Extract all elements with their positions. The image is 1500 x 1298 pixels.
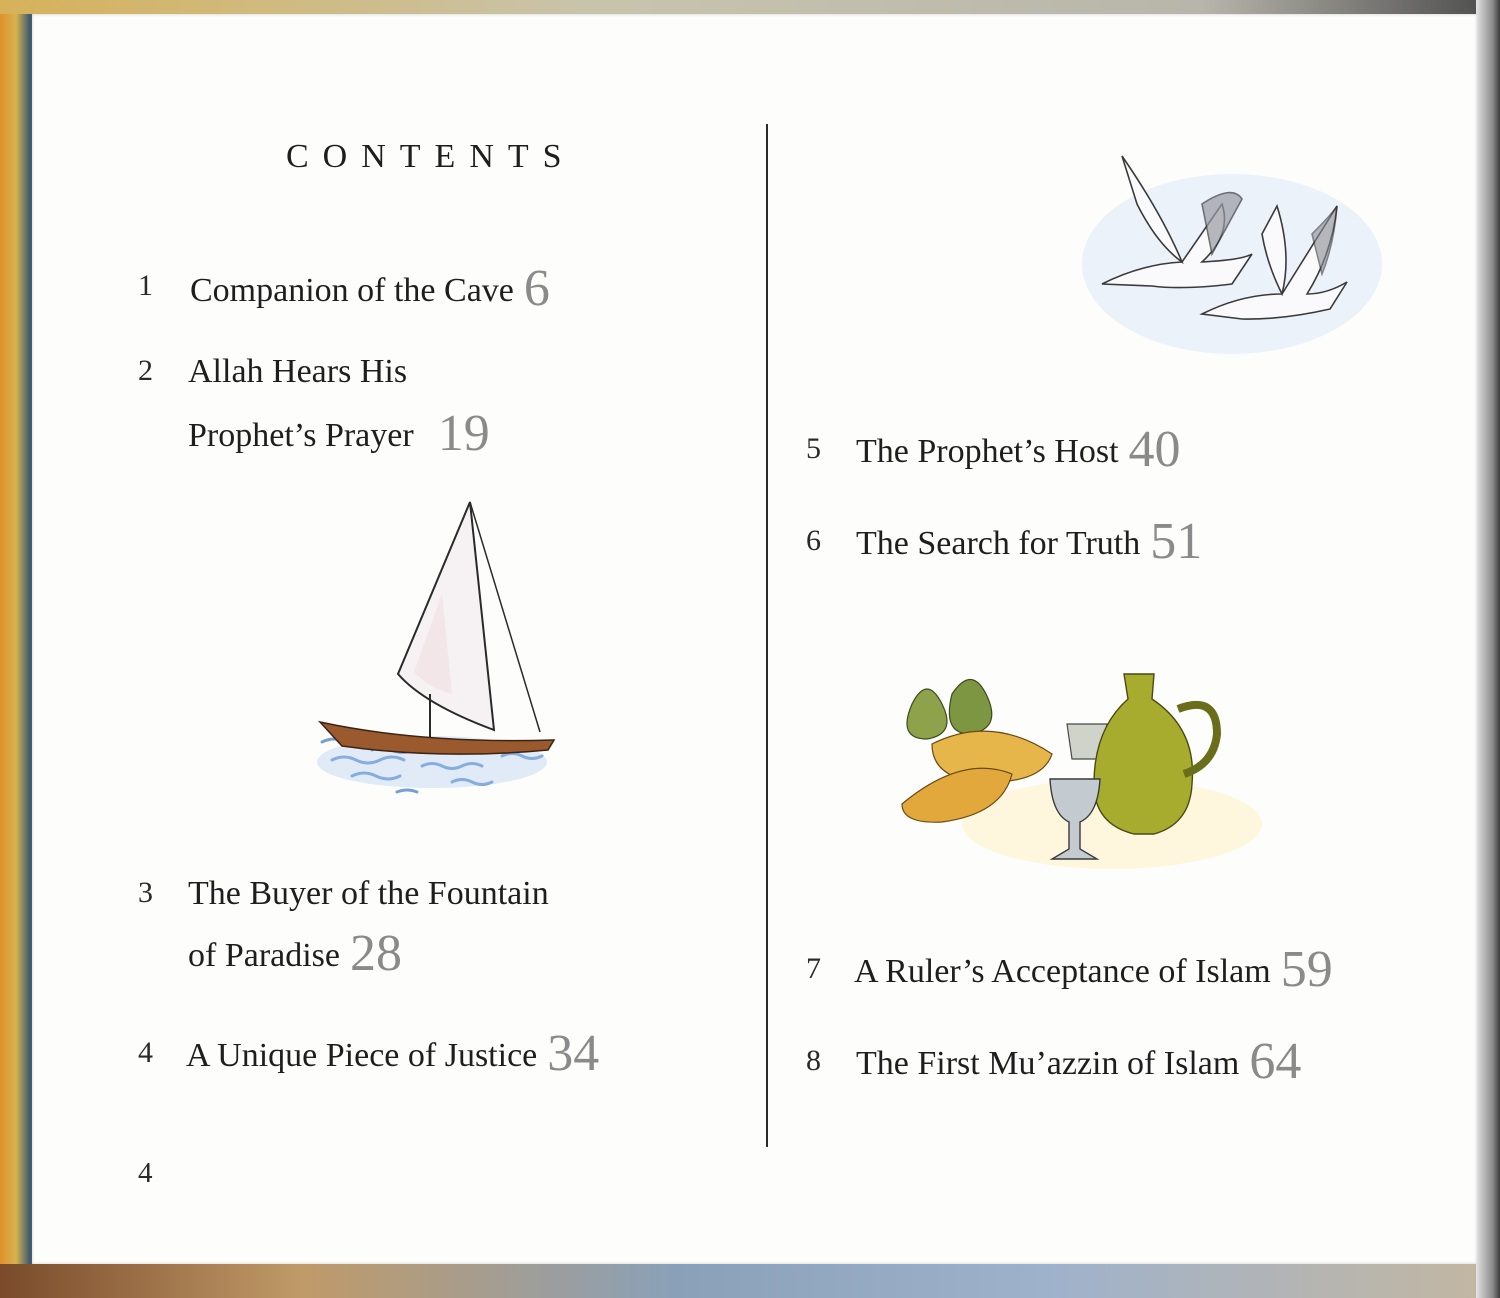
- contents-title: CONTENTS: [286, 138, 576, 175]
- sailboat-illustration: [302, 494, 572, 814]
- flying-birds-illustration: [1082, 144, 1382, 364]
- pears-bread-jug-cups-illustration: [872, 654, 1272, 884]
- chapter-page-number: 40: [1128, 421, 1181, 478]
- chapter-title-line: of Paradise 28: [188, 925, 403, 982]
- toc-entry: [138, 352, 490, 463]
- chapter-number: 5: [806, 432, 821, 465]
- chapter-number: 1: [138, 269, 153, 302]
- cover-edge-top: [0, 0, 1500, 14]
- book-page-spread: [32, 14, 1477, 1264]
- chapter-page-number: 6: [523, 260, 550, 317]
- chapter-title-line: Prophet’s Prayer 19: [188, 405, 490, 462]
- gutter-divider: [766, 124, 768, 1147]
- chapter-title-line: The Buyer of the Fountain: [188, 875, 549, 912]
- chapter-number: 7: [806, 952, 821, 985]
- pear: [949, 679, 991, 734]
- toc-entry: [138, 259, 550, 318]
- main-sail: [398, 502, 494, 730]
- chapter-title-line: Companion of the Cave 6: [190, 260, 550, 317]
- cover-edge-right: [1476, 0, 1500, 1298]
- chapter-page-number: 64: [1249, 1033, 1302, 1090]
- toc-entry: [806, 420, 1181, 479]
- chapter-title-line: The First Mu’azzin of Islam 64: [856, 1033, 1302, 1090]
- chapter-number: 6: [806, 524, 821, 557]
- chapter-title-line: The Prophet’s Host 40: [856, 421, 1181, 478]
- chapter-page-number: 51: [1150, 513, 1203, 570]
- toc-entry: [806, 1032, 1301, 1091]
- chapter-title-line: Allah Hears His: [188, 353, 408, 390]
- chapter-number: 4: [138, 1036, 153, 1069]
- chapter-page-number: 19: [437, 405, 490, 462]
- chapter-number: 2: [138, 354, 153, 387]
- chapter-title-line: The Search for Truth 51: [856, 513, 1203, 570]
- chapter-number: 8: [806, 1044, 821, 1077]
- toc-entry: [138, 874, 549, 983]
- chapter-title-line: A Unique Piece of Justice 34: [186, 1025, 600, 1082]
- chapter-number: 3: [138, 876, 153, 909]
- toc-entry: [806, 512, 1202, 571]
- folio-page-number: 4: [138, 1157, 153, 1189]
- chapter-title-line: A Ruler’s Acceptance of Islam 59: [854, 941, 1333, 998]
- chapter-page-number: 34: [547, 1025, 600, 1082]
- cover-edge-bottom: [0, 1264, 1500, 1298]
- toc-entry: [806, 940, 1333, 999]
- pear: [907, 689, 947, 739]
- green-jug: [1094, 674, 1193, 834]
- toc-entry: [138, 1024, 599, 1083]
- chapter-page-number: 59: [1280, 941, 1333, 998]
- chapter-page-number: 28: [350, 925, 403, 982]
